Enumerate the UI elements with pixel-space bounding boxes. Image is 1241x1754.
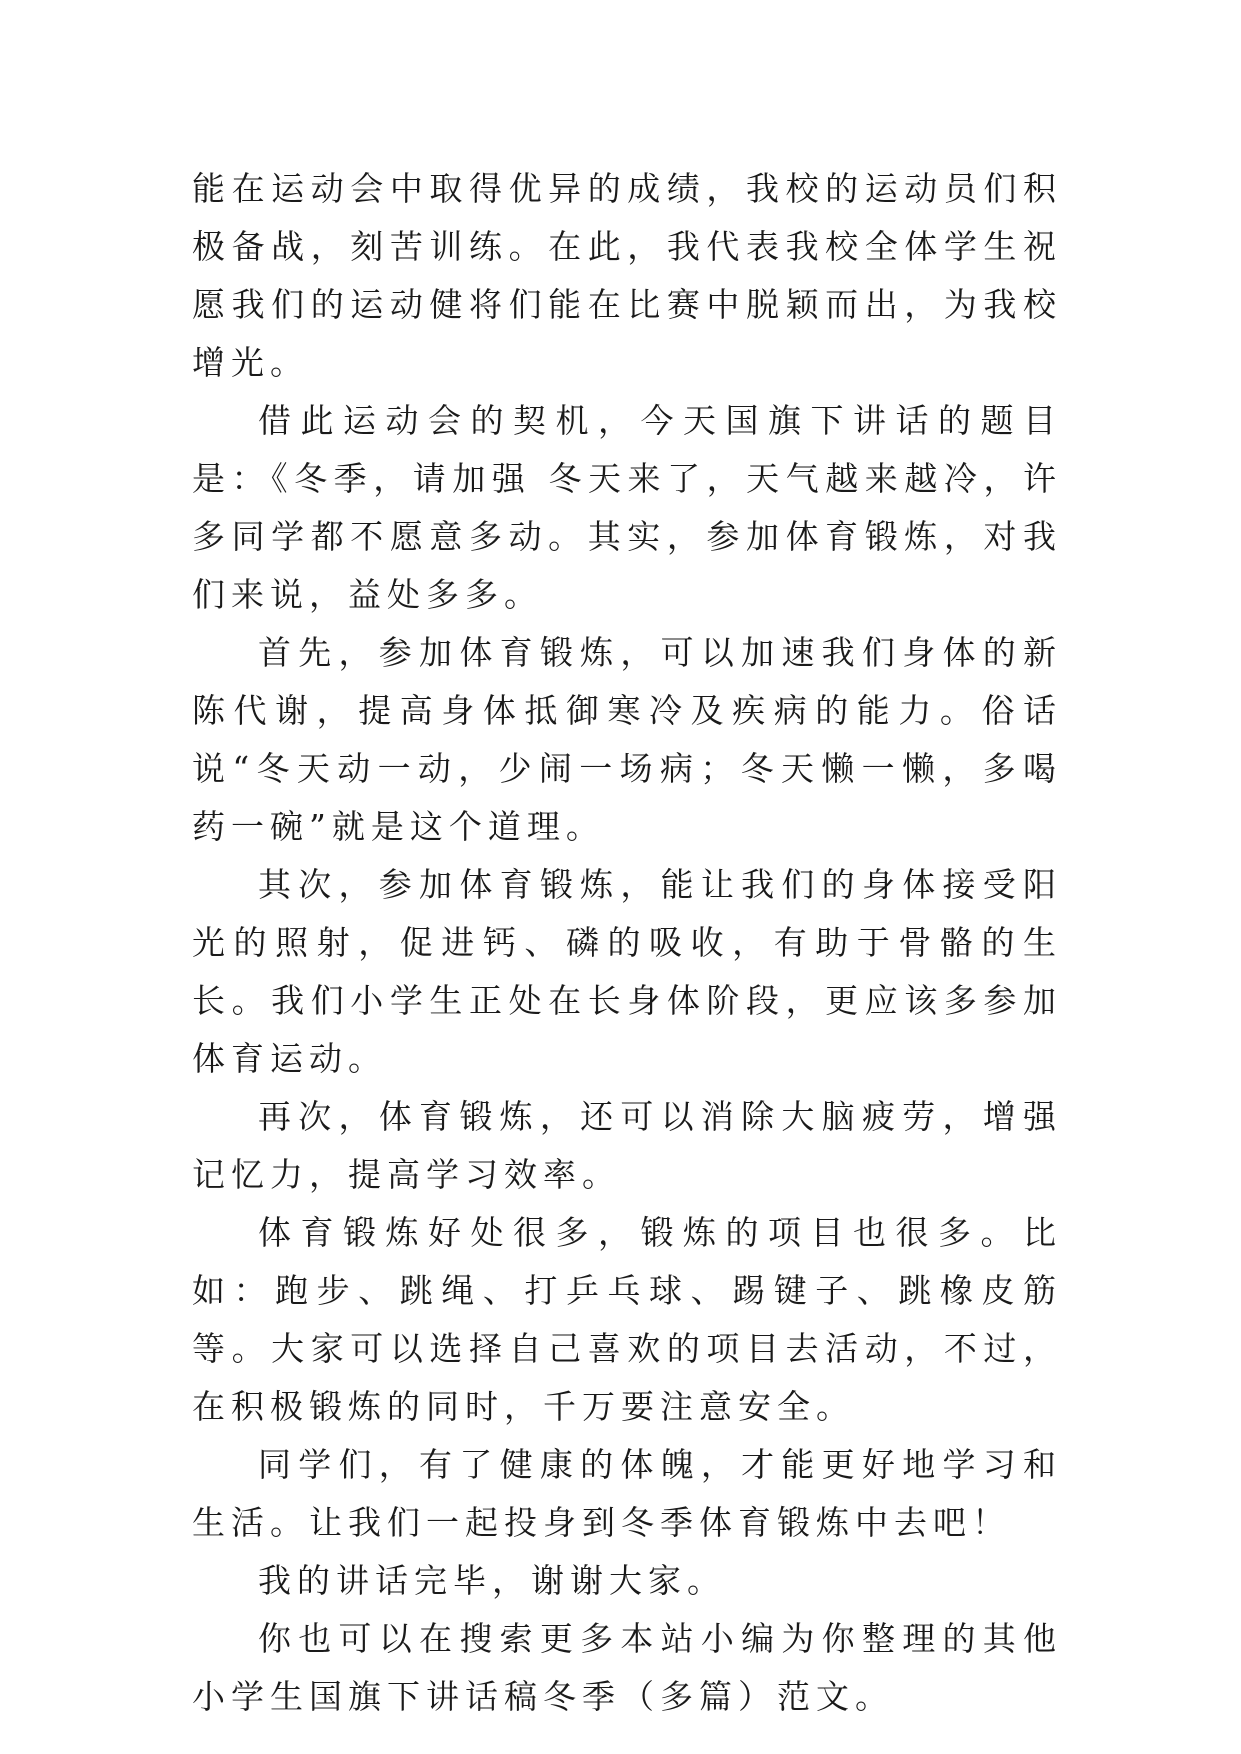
- paragraph-7: 同学们，有了健康的体魄，才能更好地学习和生活。让我们一起投身到冬季体育锻炼中去吧！: [192, 1445, 1062, 1542]
- paragraph-8: 我的讲话完毕，谢谢大家。: [258, 1561, 726, 1600]
- paragraph-3: 首先，参加体育锻炼，可以加速我们身体的新陈代谢，提高身体抵御寒冷及疾病的能力。俗话说“冬天动一动，少闹一场病；冬天懒一懒，多喝药一碗”就是这个道理。: [192, 633, 1062, 846]
- paragraph-5: 再次，体育锻炼，还可以消除大脑疲劳，增强记忆力，提高学习效率。: [192, 1097, 1062, 1194]
- document-body: [192, 160, 1062, 1726]
- paragraph-2: 借此运动会的契机，今天国旗下讲话的题目是：《冬季，请加强 冬天来了，天气越来越冷，许多同学都不愿意多动。其实，参加体育锻炼，对我们来说，益处多多。: [192, 401, 1062, 614]
- paragraph-6: 体育锻炼好处很多，锻炼的项目也很多。比如：跑步、跳绳、打乒乓球、踢键子、跳橡皮筋等。大家可以选择自己喜欢的项目去活动，不过，在积极锻炼的同时，千万要注意安全。: [192, 1213, 1062, 1426]
- paragraph-4: 其次，参加体育锻炼，能让我们的身体接受阳光的照射，促进钙、磷的吸收，有助于骨骼的生长。我们小学生正处在长身体阶段，更应该多参加体育运动。: [192, 865, 1062, 1078]
- paragraph-1: 能在运动会中取得优异的成绩，我校的运动员们积极备战，刻苦训练。在此，我代表我校全体学生祝愿我们的运动健将们能在比赛中脱颖而出，为我校增光。: [192, 169, 1062, 382]
- paragraph-9: 你也可以在搜索更多本站小编为你整理的其他小学生国旗下讲话稿冬季（多篇）范文。: [192, 1619, 1062, 1716]
